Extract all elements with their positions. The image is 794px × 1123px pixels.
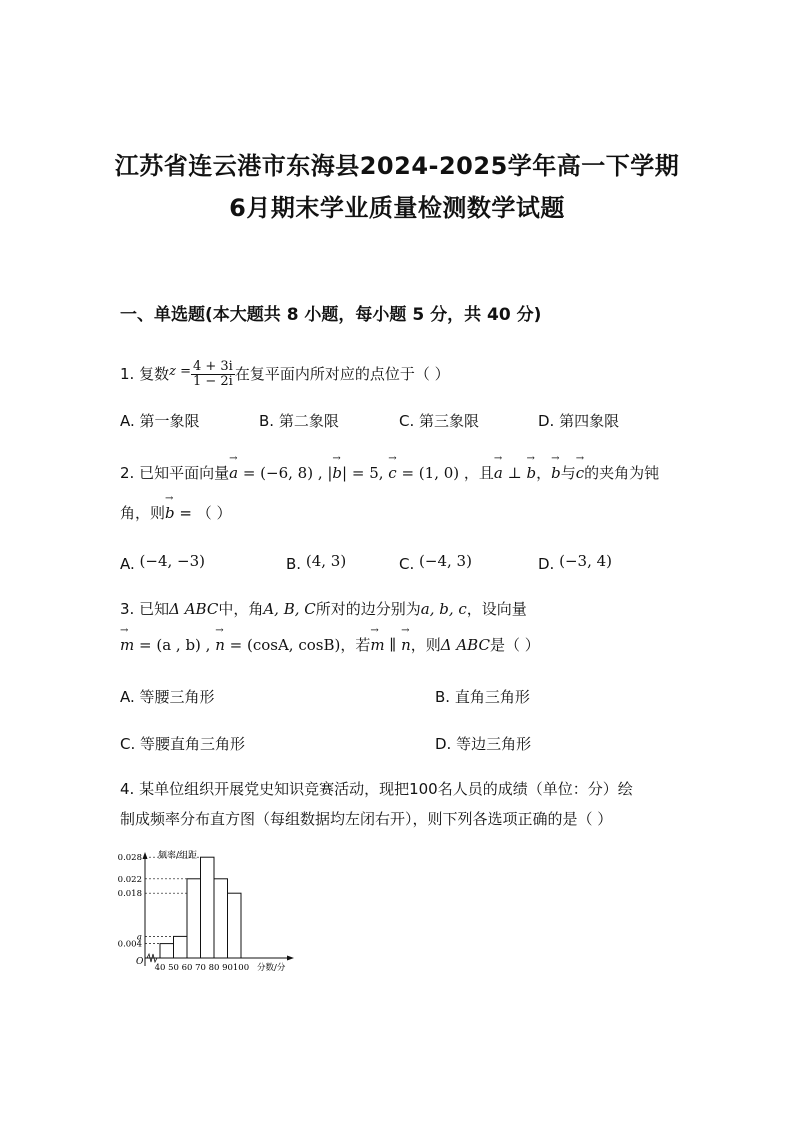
- q3-vector-m-2: → m: [370, 636, 384, 654]
- y-axis-arrow: [143, 852, 148, 859]
- q1-suffix: 在复平面内所对应的点位于（ ）: [234, 365, 450, 383]
- origin-label: O: [136, 957, 144, 967]
- q1-option-d: D. 第四象限: [538, 412, 620, 430]
- q3-option-d: D. 等边三角形: [435, 735, 532, 753]
- q3-vector-n-2: → n: [401, 636, 411, 654]
- q2-option-a: [120, 552, 205, 573]
- q3-line2-mid: ，若: [340, 636, 371, 654]
- q2-abs-right: | = 5,: [342, 464, 389, 482]
- q2-option-a-value: (−4, −3): [139, 552, 206, 570]
- q1-numerator: 4 + 3i: [192, 359, 233, 374]
- q2-option-d: [538, 552, 612, 573]
- question-4-stem-line2: 制成频率分布直方图（每组数据均左闭右开），则下列各选项正确的是（ ）: [120, 810, 613, 828]
- q2-comma: ，: [536, 464, 552, 482]
- x-tick-label-80: 80: [208, 963, 220, 973]
- x-tick-label-90: 90: [222, 963, 233, 973]
- q3-m-value: = (a , b) ,: [134, 636, 216, 654]
- y-tick-label-2: 0.018: [117, 889, 142, 900]
- q2-vector-a-2: → a: [494, 464, 503, 482]
- question-2-stem-line2: [120, 502, 232, 523]
- q2-vector-c: → c: [388, 464, 396, 482]
- q1-option-b: B. 第二象限: [259, 412, 339, 430]
- q3-line2-mid2: ，则: [410, 636, 441, 654]
- q2-option-a-label: A.: [120, 555, 135, 573]
- q2-option-b-value: (4, 3): [305, 552, 347, 570]
- question-1-stem: [120, 360, 450, 389]
- q1-fraction: [191, 360, 235, 389]
- q3-n-value: = (cosA, cosB): [224, 636, 341, 654]
- section-heading-single-choice: 一、单选题(本大题共 8 小题，每小题 5 分，共 40 分): [120, 305, 542, 325]
- q3-vector-n: → n: [215, 636, 225, 654]
- q3-sides: a, b, c: [420, 600, 467, 618]
- q2-line2-eq: = （ ）: [174, 504, 232, 522]
- x-tick-label-60: 60: [181, 963, 193, 973]
- q2-option-b-label: B.: [286, 555, 302, 573]
- q3-triangle: Δ ABC: [169, 600, 219, 618]
- x-axis-arrow: [287, 956, 294, 961]
- y-tick-label-3: a: [136, 932, 142, 943]
- frequency-histogram: [110, 848, 310, 978]
- q2-option-c-label: C.: [399, 555, 415, 573]
- q2-vector-c-2: → c: [576, 464, 584, 482]
- q1-prefix: 1. 复数: [120, 365, 170, 383]
- question-2-stem-line1: [120, 462, 659, 483]
- q1-z: z =: [169, 364, 191, 379]
- y-tick-label-1: 0.022: [117, 874, 142, 885]
- q2-and: ，且: [459, 464, 494, 482]
- histogram-bar-50-60: [174, 936, 188, 958]
- q3-suffix: ，设向量: [466, 600, 527, 618]
- q3-option-c: C. 等腰直角三角形: [120, 735, 246, 753]
- histogram-bar-90-100: [228, 893, 242, 958]
- q2-option-d-value: (−3, 4): [559, 552, 613, 570]
- histogram-bar-60-70: [187, 879, 201, 958]
- document-title-line1: 江苏省连云港市东海县2024-2025学年高一下学期: [114, 152, 680, 180]
- question-3-stem-line2: [120, 634, 540, 655]
- q2-with: 与: [560, 464, 576, 482]
- histogram-bar-70-80: [201, 857, 215, 958]
- histogram-marks: [118, 853, 249, 973]
- y-tick-label-4: 0.004: [117, 939, 142, 950]
- histogram-bar-80-90: [214, 879, 228, 958]
- q2-vector-b: → b: [332, 464, 342, 482]
- q3-vector-m: → m: [120, 636, 134, 654]
- q1-denominator: 1 − 2i: [192, 374, 233, 389]
- q3-prefix: 3. 已知: [120, 600, 170, 618]
- q2-prefix: 2. 已知平面向量: [120, 464, 230, 482]
- x-tick-label-50: 50: [168, 963, 179, 973]
- histogram-bar-40-50: [160, 944, 174, 958]
- y-tick-label-0: 0.028: [117, 853, 142, 864]
- q2-vector-b-4: → b: [165, 504, 175, 522]
- q3-option-a: A. 等腰三角形: [120, 688, 215, 706]
- q3-parallel: ∥: [384, 636, 402, 654]
- q3-option-b: B. 直角三角形: [435, 688, 530, 706]
- q3-angles: A, B, C: [263, 600, 316, 618]
- q2-option-b: [286, 552, 346, 573]
- q2-perp: ⊥: [502, 464, 527, 482]
- question-4-stem-line1: 4. 某单位组织开展党史知识竞赛活动，现把100名人员的成绩（单位：分）绘: [120, 780, 633, 798]
- y-axis-label: 频率/组距: [158, 851, 198, 861]
- q2-vector-a: → a: [229, 464, 238, 482]
- q1-option-c: C. 第三象限: [399, 412, 480, 430]
- q2-option-d-label: D.: [538, 555, 555, 573]
- q1-option-a: A. 第一象限: [120, 412, 200, 430]
- q2-vector-b-3: → b: [551, 464, 561, 482]
- x-tick-label-70: 70: [195, 963, 206, 973]
- x-tick-label-40: 40: [154, 963, 166, 973]
- q2-vector-b-2: → b: [527, 464, 537, 482]
- q2-abs-left: |: [327, 464, 333, 482]
- q3-triangle-2: Δ ABC: [440, 636, 490, 654]
- q3-mid2: 所对的边分别为: [315, 600, 421, 618]
- q3-line2-suffix: 是（ ）: [489, 636, 540, 654]
- document-title-line2: 6月期末学业质量检测数学试题: [229, 194, 565, 222]
- q2-option-c: [399, 552, 472, 573]
- q2-line2-prefix: 角，则: [120, 504, 166, 522]
- x-tick-label-100: 100: [232, 963, 250, 973]
- q2-suffix: 的夹角为钝: [584, 464, 660, 482]
- q3-mid1: 中，角: [218, 600, 264, 618]
- q2-a-value: = (−6, 8) ,: [238, 464, 328, 482]
- question-3-stem-line1: [120, 598, 527, 619]
- q2-option-c-value: (−4, 3): [419, 552, 472, 570]
- x-axis-label: 分数/分: [257, 963, 286, 973]
- q2-c-value: = (1, 0): [396, 464, 460, 482]
